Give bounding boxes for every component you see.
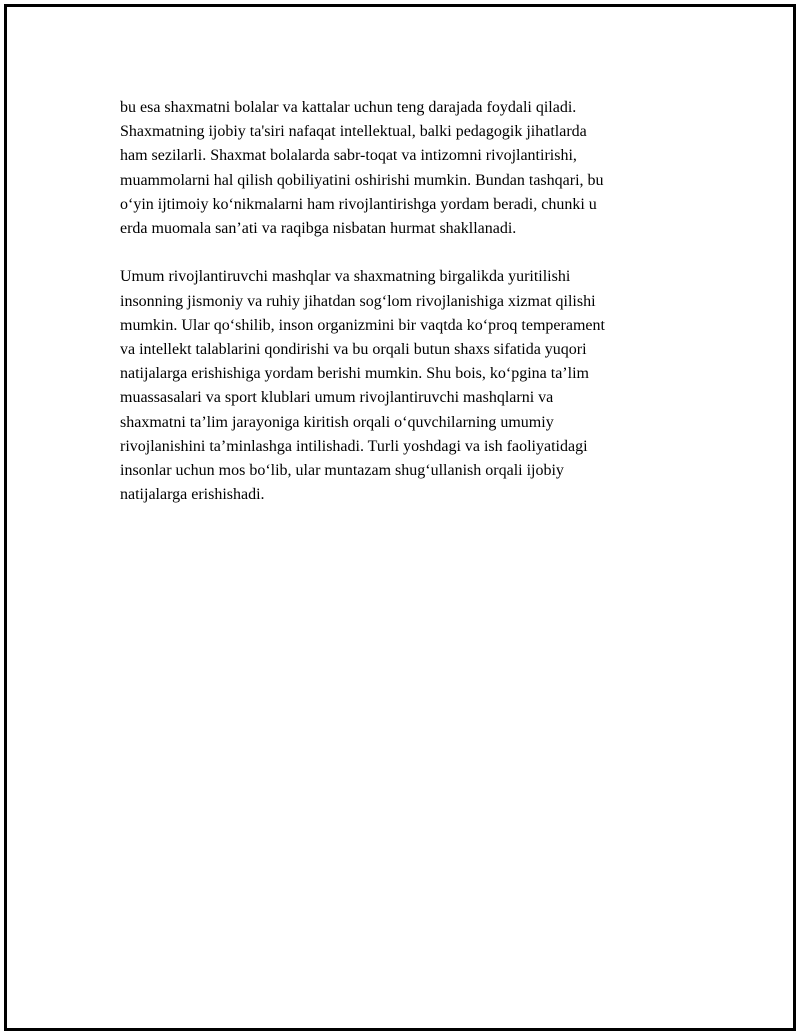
text-line: rivojlanishini ta’minlashga intilishadi. Turli yoshdagi va ish faoliyatidagi bbox=[120, 437, 588, 455]
paragraph-1 bbox=[120, 96, 700, 241]
text-line: insonlar uchun mos bo‘lib, ular muntazam shug‘ullanish orqali ijobiy bbox=[120, 462, 564, 480]
text-line: va intellekt talablarini qondirishi va bu orqali butun shaxs sifatida yuqori bbox=[120, 341, 587, 359]
text-line: Shaxmatning ijobiy ta'siri nafaqat intellektual, balki pedagogik jihatlarda bbox=[120, 123, 587, 141]
text-line: Umum rivojlantiruvchi mashqlar va shaxmatning birgalikda yuritilishi bbox=[120, 268, 571, 286]
text-line: erda muomala san’ati va raqibga nisbatan hurmat shakllanadi. bbox=[120, 220, 517, 238]
document-body bbox=[120, 96, 700, 507]
text-line: muammolarni hal qilish qobiliyatini oshirishi mumkin. Bundan tashqari, bu bbox=[120, 171, 604, 189]
document-page bbox=[4, 4, 796, 1031]
text-line: shaxmatni ta’lim jarayoniga kiritish orqali o‘quvchilarning umumiy bbox=[120, 413, 554, 431]
text-line: o‘yin ijtimoiy ko‘nikmalarni ham rivojlantirishga yordam beradi, chunki u bbox=[120, 195, 597, 213]
text-line: insonning jismoniy va ruhiy jihatdan sog‘lom rivojlanishiga xizmat qilishi bbox=[120, 292, 596, 310]
text-line: natijalarga erishishiga yordam berishi mumkin. Shu bois, ko‘pgina ta’lim bbox=[120, 365, 589, 383]
paragraph-2 bbox=[120, 265, 700, 507]
text-line: natijalarga erishishadi. bbox=[120, 486, 265, 504]
text-line: bu esa shaxmatni bolalar va kattalar uchun teng darajada foydali qiladi. bbox=[120, 99, 577, 116]
text-line: mumkin. Ular qo‘shilib, inson organizmini bir vaqtda ko‘proq temperament bbox=[120, 316, 605, 334]
text-line: ham sezilarli. Shaxmat bolalarda sabr-toqat va intizomni rivojlantirishi, bbox=[120, 147, 577, 165]
text-line: muassasalari va sport klublari umum rivojlantiruvchi mashqlarni va bbox=[120, 389, 554, 407]
